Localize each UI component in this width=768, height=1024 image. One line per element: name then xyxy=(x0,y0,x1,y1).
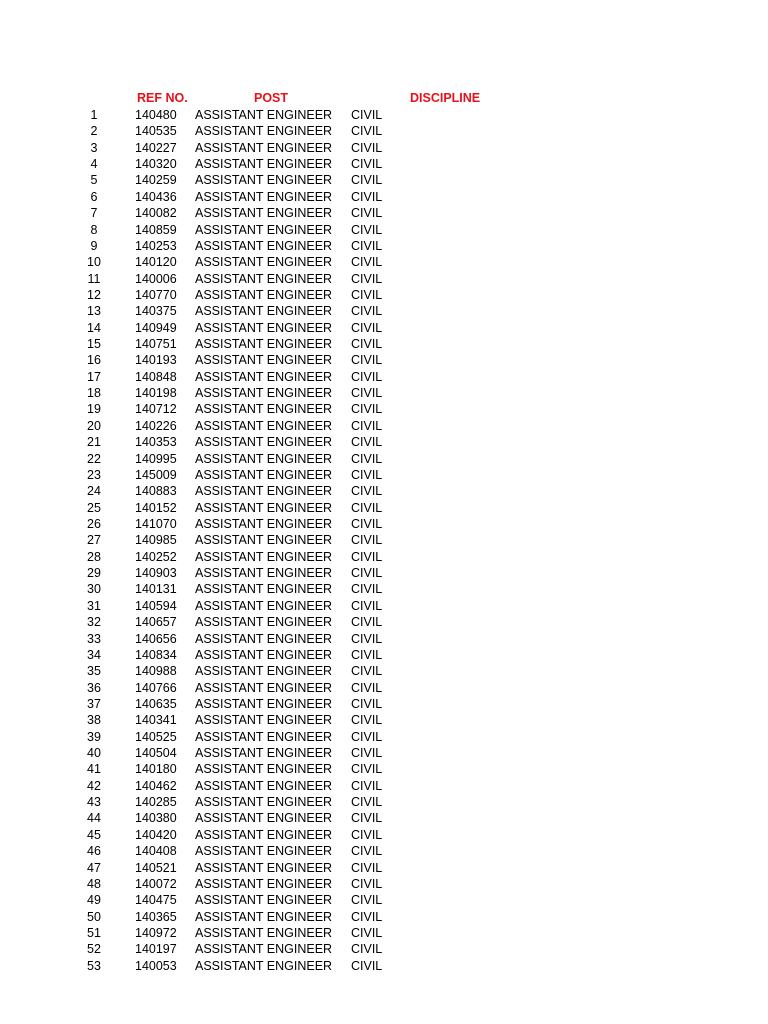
row-number: 14 xyxy=(87,320,101,335)
table-row xyxy=(0,532,768,548)
discipline-name: CIVIL xyxy=(351,238,383,253)
row-number: 53 xyxy=(87,958,101,973)
post-name: ASSISTANT ENGINEER xyxy=(195,467,333,482)
ref-number: 140995 xyxy=(135,451,177,466)
discipline-name: CIVIL xyxy=(351,762,383,777)
discipline-name: CIVIL xyxy=(351,140,383,155)
row-number: 38 xyxy=(87,713,101,728)
row-number: 33 xyxy=(87,631,101,646)
ref-number: 140180 xyxy=(135,762,177,777)
row-number: 39 xyxy=(87,729,101,744)
ref-number: 140521 xyxy=(135,860,177,875)
discipline-name: CIVIL xyxy=(351,844,383,859)
table-row xyxy=(0,320,768,336)
discipline-name: CIVIL xyxy=(351,435,383,450)
row-number: 17 xyxy=(87,369,101,384)
post-name: ASSISTANT ENGINEER xyxy=(195,206,333,221)
table-row xyxy=(0,418,768,434)
discipline-name: CIVIL xyxy=(351,942,383,957)
table-row xyxy=(0,941,768,957)
discipline-name: CIVIL xyxy=(351,173,383,188)
discipline-name: CIVIL xyxy=(351,206,383,221)
header-post: POST xyxy=(254,91,289,105)
row-number: 43 xyxy=(87,795,101,810)
table-row xyxy=(0,680,768,696)
ref-number: 140834 xyxy=(135,647,177,662)
discipline-name: CIVIL xyxy=(351,958,383,973)
post-name: ASSISTANT ENGINEER xyxy=(195,647,333,662)
table-row xyxy=(0,860,768,876)
ref-number: 140006 xyxy=(135,271,177,286)
row-number: 48 xyxy=(87,876,101,891)
discipline-name: CIVIL xyxy=(351,778,383,793)
ref-number: 140766 xyxy=(135,680,177,695)
post-name: ASSISTANT ENGINEER xyxy=(195,173,333,188)
table-row xyxy=(0,876,768,892)
table-row xyxy=(0,958,768,974)
row-number: 9 xyxy=(90,238,98,253)
table-header xyxy=(0,90,768,106)
ref-number: 140152 xyxy=(135,500,177,515)
post-name: ASSISTANT ENGINEER xyxy=(195,271,333,286)
ref-number: 140436 xyxy=(135,189,177,204)
discipline-name: CIVIL xyxy=(351,320,383,335)
row-number: 46 xyxy=(87,844,101,859)
row-number: 1 xyxy=(90,108,98,122)
post-name: ASSISTANT ENGINEER xyxy=(195,353,333,368)
table-row xyxy=(0,745,768,761)
post-name: ASSISTANT ENGINEER xyxy=(195,189,333,204)
ref-number: 140375 xyxy=(135,304,177,319)
ref-number: 141070 xyxy=(135,516,177,531)
table-row xyxy=(0,598,768,614)
table-row xyxy=(0,451,768,467)
discipline-name: CIVIL xyxy=(351,337,383,352)
row-number: 52 xyxy=(87,942,101,957)
post-name: ASSISTANT ENGINEER xyxy=(195,582,333,597)
post-name: ASSISTANT ENGINEER xyxy=(195,304,333,319)
table-row xyxy=(0,827,768,843)
post-name: ASSISTANT ENGINEER xyxy=(195,369,333,384)
discipline-name: CIVIL xyxy=(351,108,383,122)
ref-number: 140972 xyxy=(135,925,177,940)
ref-number: 140353 xyxy=(135,435,177,450)
table-row xyxy=(0,401,768,417)
post-name: ASSISTANT ENGINEER xyxy=(195,287,333,302)
post-name: ASSISTANT ENGINEER xyxy=(195,222,333,237)
post-name: ASSISTANT ENGINEER xyxy=(195,958,333,973)
row-number: 22 xyxy=(87,451,101,466)
ref-number: 140227 xyxy=(135,140,177,155)
post-name: ASSISTANT ENGINEER xyxy=(195,729,333,744)
ref-number: 140131 xyxy=(135,582,177,597)
row-number: 44 xyxy=(87,811,101,826)
post-name: ASSISTANT ENGINEER xyxy=(195,402,333,417)
table-row xyxy=(0,156,768,172)
row-number: 41 xyxy=(87,762,101,777)
discipline-name: CIVIL xyxy=(351,925,383,940)
table-row xyxy=(0,696,768,712)
post-name: ASSISTANT ENGINEER xyxy=(195,157,333,172)
post-name: ASSISTANT ENGINEER xyxy=(195,549,333,564)
post-name: ASSISTANT ENGINEER xyxy=(195,598,333,613)
post-name: ASSISTANT ENGINEER xyxy=(195,827,333,842)
ref-number: 140525 xyxy=(135,729,177,744)
table-row xyxy=(0,565,768,581)
post-name: ASSISTANT ENGINEER xyxy=(195,696,333,711)
post-name: ASSISTANT ENGINEER xyxy=(195,925,333,940)
post-name: ASSISTANT ENGINEER xyxy=(195,238,333,253)
row-number: 6 xyxy=(90,189,98,204)
ref-number: 140053 xyxy=(135,958,177,973)
table-body xyxy=(0,107,768,974)
discipline-name: CIVIL xyxy=(351,189,383,204)
discipline-name: CIVIL xyxy=(351,615,383,630)
post-name: ASSISTANT ENGINEER xyxy=(195,876,333,891)
discipline-name: CIVIL xyxy=(351,418,383,433)
table-row xyxy=(0,434,768,450)
row-number: 15 xyxy=(87,337,101,352)
ref-number: 140985 xyxy=(135,533,177,548)
discipline-name: CIVIL xyxy=(351,353,383,368)
post-name: ASSISTANT ENGINEER xyxy=(195,893,333,908)
post-name: ASSISTANT ENGINEER xyxy=(195,500,333,515)
row-number: 2 xyxy=(90,124,98,139)
row-number: 18 xyxy=(87,386,101,401)
table-row xyxy=(0,810,768,826)
discipline-name: CIVIL xyxy=(351,566,383,581)
post-name: ASSISTANT ENGINEER xyxy=(195,631,333,646)
ref-number: 140420 xyxy=(135,827,177,842)
row-number: 25 xyxy=(87,500,101,515)
ref-number: 140848 xyxy=(135,369,177,384)
discipline-name: CIVIL xyxy=(351,124,383,139)
table-row xyxy=(0,549,768,565)
post-name: ASSISTANT ENGINEER xyxy=(195,533,333,548)
ref-number: 140285 xyxy=(135,795,177,810)
table-row xyxy=(0,303,768,319)
post-name: ASSISTANT ENGINEER xyxy=(195,811,333,826)
row-number: 26 xyxy=(87,516,101,531)
ref-number: 140365 xyxy=(135,909,177,924)
ref-number: 140594 xyxy=(135,598,177,613)
ref-number: 140320 xyxy=(135,157,177,172)
table-row xyxy=(0,516,768,532)
post-name: ASSISTANT ENGINEER xyxy=(195,942,333,957)
post-name: ASSISTANT ENGINEER xyxy=(195,484,333,499)
ref-number: 140903 xyxy=(135,566,177,581)
table-row xyxy=(0,631,768,647)
post-name: ASSISTANT ENGINEER xyxy=(195,762,333,777)
table-row xyxy=(0,287,768,303)
row-number: 32 xyxy=(87,615,101,630)
ref-number: 140252 xyxy=(135,549,177,564)
discipline-name: CIVIL xyxy=(351,369,383,384)
discipline-name: CIVIL xyxy=(351,598,383,613)
table-row xyxy=(0,483,768,499)
ref-number: 140656 xyxy=(135,631,177,646)
discipline-name: CIVIL xyxy=(351,713,383,728)
row-number: 20 xyxy=(87,418,101,433)
table-row xyxy=(0,123,768,139)
row-number: 40 xyxy=(87,746,101,761)
table-row xyxy=(0,352,768,368)
discipline-name: CIVIL xyxy=(351,549,383,564)
discipline-name: CIVIL xyxy=(351,516,383,531)
table-row xyxy=(0,222,768,238)
row-number: 21 xyxy=(87,435,101,450)
post-name: ASSISTANT ENGINEER xyxy=(195,108,333,122)
discipline-name: CIVIL xyxy=(351,271,383,286)
discipline-name: CIVIL xyxy=(351,467,383,482)
row-number: 30 xyxy=(87,582,101,597)
row-number: 35 xyxy=(87,664,101,679)
discipline-name: CIVIL xyxy=(351,827,383,842)
post-name: ASSISTANT ENGINEER xyxy=(195,566,333,581)
discipline-name: CIVIL xyxy=(351,255,383,270)
row-number: 36 xyxy=(87,680,101,695)
row-number: 49 xyxy=(87,893,101,908)
post-name: ASSISTANT ENGINEER xyxy=(195,778,333,793)
table-row xyxy=(0,107,768,123)
post-name: ASSISTANT ENGINEER xyxy=(195,909,333,924)
discipline-name: CIVIL xyxy=(351,696,383,711)
row-number: 28 xyxy=(87,549,101,564)
row-number: 34 xyxy=(87,647,101,662)
post-name: ASSISTANT ENGINEER xyxy=(195,795,333,810)
table-row xyxy=(0,385,768,401)
discipline-name: CIVIL xyxy=(351,304,383,319)
ref-number: 140504 xyxy=(135,746,177,761)
row-number: 42 xyxy=(87,778,101,793)
post-name: ASSISTANT ENGINEER xyxy=(195,680,333,695)
discipline-name: CIVIL xyxy=(351,287,383,302)
table-row xyxy=(0,189,768,205)
discipline-name: CIVIL xyxy=(351,484,383,499)
ref-number: 145009 xyxy=(135,467,177,482)
table-row xyxy=(0,892,768,908)
discipline-name: CIVIL xyxy=(351,533,383,548)
post-name: ASSISTANT ENGINEER xyxy=(195,664,333,679)
discipline-name: CIVIL xyxy=(351,451,383,466)
post-name: ASSISTANT ENGINEER xyxy=(195,844,333,859)
ref-number: 140259 xyxy=(135,173,177,188)
discipline-name: CIVIL xyxy=(351,876,383,891)
ref-number: 140883 xyxy=(135,484,177,499)
table-row xyxy=(0,647,768,663)
post-name: ASSISTANT ENGINEER xyxy=(195,255,333,270)
post-name: ASSISTANT ENGINEER xyxy=(195,124,333,139)
post-name: ASSISTANT ENGINEER xyxy=(195,435,333,450)
ref-number: 140082 xyxy=(135,206,177,221)
header-ref-no: REF NO. xyxy=(137,91,188,105)
ref-number: 140120 xyxy=(135,255,177,270)
post-name: ASSISTANT ENGINEER xyxy=(195,615,333,630)
ref-number: 140193 xyxy=(135,353,177,368)
discipline-name: CIVIL xyxy=(351,811,383,826)
row-number: 27 xyxy=(87,533,101,548)
discipline-name: CIVIL xyxy=(351,402,383,417)
ref-number: 140712 xyxy=(135,402,177,417)
discipline-name: CIVIL xyxy=(351,795,383,810)
row-number: 29 xyxy=(87,566,101,581)
post-name: ASSISTANT ENGINEER xyxy=(195,516,333,531)
table-row xyxy=(0,925,768,941)
ref-number: 140949 xyxy=(135,320,177,335)
table-row xyxy=(0,369,768,385)
row-number: 3 xyxy=(90,140,98,155)
discipline-name: CIVIL xyxy=(351,631,383,646)
row-number: 47 xyxy=(87,860,101,875)
table-row xyxy=(0,614,768,630)
row-number: 10 xyxy=(87,255,101,270)
row-number: 13 xyxy=(87,304,101,319)
row-number: 51 xyxy=(87,925,101,940)
discipline-name: CIVIL xyxy=(351,222,383,237)
table-row xyxy=(0,271,768,287)
table-row xyxy=(0,663,768,679)
post-name: ASSISTANT ENGINEER xyxy=(195,386,333,401)
discipline-name: CIVIL xyxy=(351,582,383,597)
row-number: 7 xyxy=(90,206,98,221)
discipline-name: CIVIL xyxy=(351,664,383,679)
ref-number: 140462 xyxy=(135,778,177,793)
table-row xyxy=(0,140,768,156)
discipline-name: CIVIL xyxy=(351,647,383,662)
ref-number: 140635 xyxy=(135,696,177,711)
ref-number: 140859 xyxy=(135,222,177,237)
row-number: 24 xyxy=(87,484,101,499)
table-row xyxy=(0,205,768,221)
table-row xyxy=(0,581,768,597)
header-discipline: DISCIPLINE xyxy=(410,91,481,105)
row-number: 8 xyxy=(90,222,98,237)
post-name: ASSISTANT ENGINEER xyxy=(195,140,333,155)
row-number: 37 xyxy=(87,696,101,711)
ref-number: 140770 xyxy=(135,287,177,302)
discipline-name: CIVIL xyxy=(351,860,383,875)
row-number: 12 xyxy=(87,287,101,302)
discipline-name: CIVIL xyxy=(351,893,383,908)
discipline-name: CIVIL xyxy=(351,680,383,695)
ref-number: 140072 xyxy=(135,876,177,891)
table-row xyxy=(0,238,768,254)
table-row xyxy=(0,467,768,483)
row-number: 45 xyxy=(87,827,101,842)
ref-number: 140988 xyxy=(135,664,177,679)
table-row xyxy=(0,909,768,925)
ref-number: 140535 xyxy=(135,124,177,139)
table-row xyxy=(0,712,768,728)
table-row xyxy=(0,500,768,516)
row-number: 31 xyxy=(87,598,101,613)
ref-number: 140197 xyxy=(135,942,177,957)
discipline-name: CIVIL xyxy=(351,746,383,761)
post-name: ASSISTANT ENGINEER xyxy=(195,320,333,335)
discipline-name: CIVIL xyxy=(351,157,383,172)
post-name: ASSISTANT ENGINEER xyxy=(195,451,333,466)
row-number: 23 xyxy=(87,467,101,482)
discipline-name: CIVIL xyxy=(351,386,383,401)
ref-number: 140475 xyxy=(135,893,177,908)
row-number: 5 xyxy=(90,173,98,188)
row-number: 16 xyxy=(87,353,101,368)
table-row xyxy=(0,729,768,745)
ref-number: 140341 xyxy=(135,713,177,728)
post-name: ASSISTANT ENGINEER xyxy=(195,713,333,728)
ref-number: 140657 xyxy=(135,615,177,630)
ref-number: 140380 xyxy=(135,811,177,826)
ref-number: 140480 xyxy=(135,108,177,122)
ref-number: 140751 xyxy=(135,337,177,352)
table-row xyxy=(0,172,768,188)
ref-number: 140226 xyxy=(135,418,177,433)
ref-number: 140198 xyxy=(135,386,177,401)
discipline-name: CIVIL xyxy=(351,500,383,515)
table-row xyxy=(0,336,768,352)
table-row xyxy=(0,843,768,859)
row-number: 19 xyxy=(87,402,101,417)
row-number: 4 xyxy=(90,157,98,172)
row-number: 50 xyxy=(87,909,101,924)
table-row xyxy=(0,794,768,810)
table-row xyxy=(0,254,768,270)
ref-number: 140253 xyxy=(135,238,177,253)
post-name: ASSISTANT ENGINEER xyxy=(195,418,333,433)
discipline-name: CIVIL xyxy=(351,729,383,744)
post-name: ASSISTANT ENGINEER xyxy=(195,337,333,352)
post-name: ASSISTANT ENGINEER xyxy=(195,746,333,761)
discipline-name: CIVIL xyxy=(351,909,383,924)
table-row xyxy=(0,778,768,794)
ref-number: 140408 xyxy=(135,844,177,859)
post-name: ASSISTANT ENGINEER xyxy=(195,860,333,875)
row-number: 11 xyxy=(87,271,101,286)
table-row xyxy=(0,761,768,777)
